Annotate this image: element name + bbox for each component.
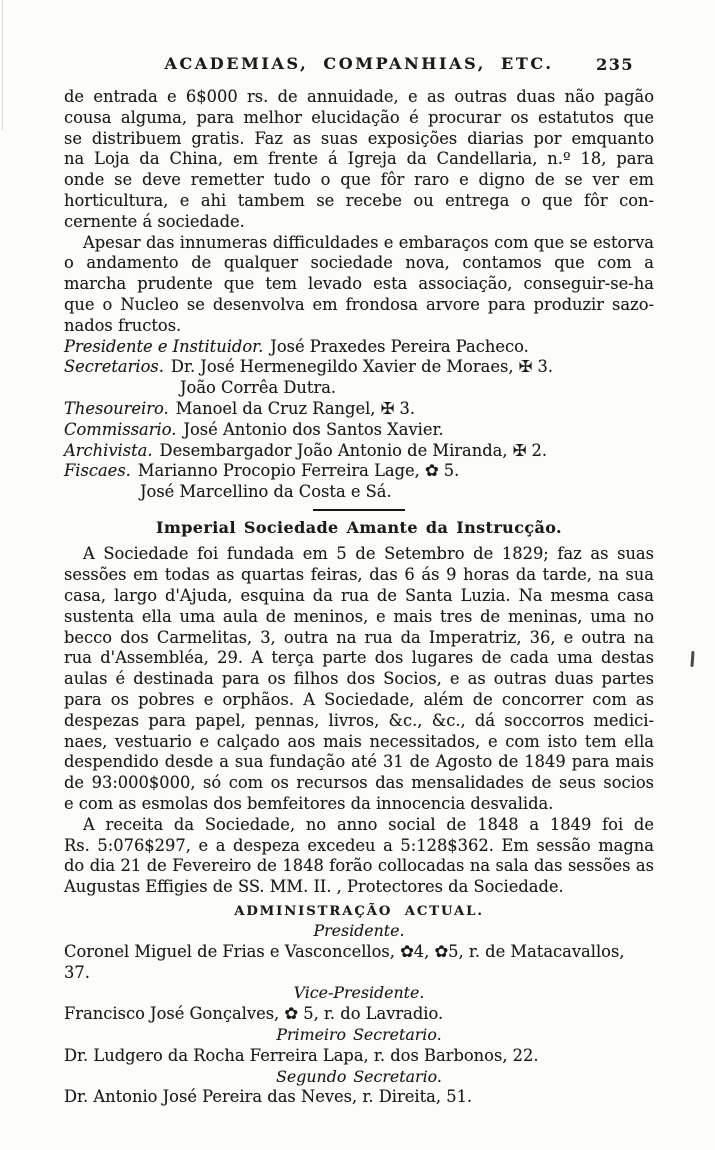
text-line: horticultura, e ahi tambem se recebe ou entrega o que fôr con- [64,190,654,210]
text-line: becco dos Carmelitas, 3, outra na rua da Imperatriz, 36, e outra na [64,627,654,647]
text-line: nados fructos. [64,315,182,335]
section-divider [313,509,405,512]
text-line: sustenta ella uma aula de meninos, e mais tres de meninas, uma no [64,606,654,626]
section-heading: Imperial Sociedade Amante da Instrucção. [155,518,563,538]
text-line: naes, vestuario e calçado aos mais necessitados, e com isto tem ella [64,731,654,751]
scan-artifact [690,651,694,667]
officer-name: José Praxedes Pereira Pacheco. [270,336,529,356]
office-title: Secretarios. [64,357,164,377]
text-line: casa, largo d'Ajuda, esquina da rua de Santa Luzia. Na mesma casa [64,586,654,606]
text-line: A Sociedade foi fundada em 5 de Setembro de 1829; faz as suas [83,544,654,564]
page-content [64,54,654,1108]
officer-name: Dr. José Hermenegildo Xavier de Moraes, ✠ 3. [170,357,554,377]
text-line: despezas para papel, pennas, livros, &c., &c., dá soccorros medici- [64,710,654,730]
officers-list [64,337,654,503]
text-line: se distribuem gratis. Faz as suas exposições diarias por emquanto [64,128,654,148]
office-title: Archivista. [64,440,153,460]
page-number: 235 [596,55,634,74]
paragraph-entrada [64,87,654,233]
text-line: Rs. 5:076$297, e a despeza excedeu a 5:128$362. Em sessão magna [64,835,654,855]
administration-list [64,921,654,1108]
text-line: para os pobres e orphãos. A Sociedade, além de concorrer com as [64,690,654,710]
running-title: ACADEMIAS, COMPANHIAS, ETC. [164,54,554,73]
officer-name: João Corrêa Dutra. [180,378,337,398]
officer-entry [64,441,654,462]
officer-entry [64,378,654,399]
officer-entry [64,420,654,441]
text-line: A receita da Sociedade, no anno social de 1848 a 1849 foi de [83,814,654,834]
text-line: cernente á sociedade. [64,211,245,231]
admin-role: Primeiro Secretario. [276,1024,442,1044]
paragraph-apesar [64,233,654,337]
admin-role: Segundo Secretario. [276,1066,442,1086]
scan-artifact [2,0,3,130]
administration-heading: ADMINISTRAÇÃO ACTUAL. [234,903,484,919]
paragraph-receita [64,815,654,898]
officer-name: Desembargador João Antonio de Miranda, ✠ 2. [159,440,548,460]
text-line: rua d'Assembléa, 29. A terça parte dos lugares de cada uma destas [64,648,654,668]
officer-entry [64,337,654,358]
text-line: aulas é destinada para os filhos dos Socios, e as outras duas partes [64,669,654,689]
text-line: marcha prudente que tem levado esta associação, conseguir-se-ha [64,274,654,294]
officer-name: Manoel da Cruz Rangel, ✠ 3. [175,398,415,418]
text-line: Apesar das innumeras difficuldades e embaraços com que se estorva [83,232,654,252]
admin-name: Dr. Antonio José Pereira das Neves, r. Direita, 51. [64,1087,473,1107]
office-title: Commissario. [64,419,177,439]
page-header [64,54,654,76]
text-line: de 93:000$000, só com os recursos das mensalidades de seus socios [64,773,654,793]
office-title: Thesoureiro. [64,398,169,418]
text-line: Augustas Effigies de SS. MM. II. , Protectores da Sociedade. [64,877,564,897]
text-line: de entrada e 6$000 rs. de annuidade, e as outras duas não pagão [64,87,654,106]
officer-name: José Antonio dos Santos Xavier. [183,419,444,439]
officer-name: José Marcellino da Costa e Sá. [140,482,392,502]
admin-name: Francisco José Gonçalves, ✿ 5, r. do Lavradio. [64,1004,444,1024]
text-line: despendido desde a sua fundação até 31 de Agosto de 1849 para mais [64,752,654,772]
text-line: e com as esmolas dos bemfeitores da innocencia desvalida. [64,794,554,813]
text-line: o andamento de qualquer sociedade nova, contamos que com a [64,253,654,273]
text-line: na Loja da China, em frente á Igreja da Candellaria, n.º 18, para [64,149,654,169]
text-line: sessões em todas as quartas feiras, das 6 ás 9 horas da tarde, na sua [64,565,654,585]
office-title: Fiscaes. [64,461,131,481]
office-title: Presidente e Instituidor. [64,336,264,356]
text-line: do dia 21 de Fevereiro de 1848 forão collocadas na sala das sessões as [64,856,654,876]
admin-name: Dr. Ludgero da Rocha Ferreira Lapa, r. dos Barbonos, 22. [64,1045,539,1065]
admin-role: Vice-Presidente. [293,983,425,1003]
admin-role: Presidente. [313,920,405,940]
officer-entry [64,482,654,503]
admin-name: Coronel Miguel de Frias e Vasconcellos, ✿4, ✿5, r. de Matacavallos, 37. [64,941,625,982]
paragraph-fundacao [64,544,654,814]
officer-entry [64,399,654,420]
text-line: que o Nucleo se desenvolva em frondosa arvore para produzir sazo- [64,294,654,314]
officer-name: Marianno Procopio Ferreira Lage, ✿ 5. [137,461,460,481]
officer-entry [64,357,654,378]
text-line: cousa alguma, para melhor elucidação é procurar os estatutos que [64,107,654,127]
text-line: onde se deve remetter tudo o que fôr raro e digno de se ver em [64,170,654,190]
officer-entry [64,461,654,482]
